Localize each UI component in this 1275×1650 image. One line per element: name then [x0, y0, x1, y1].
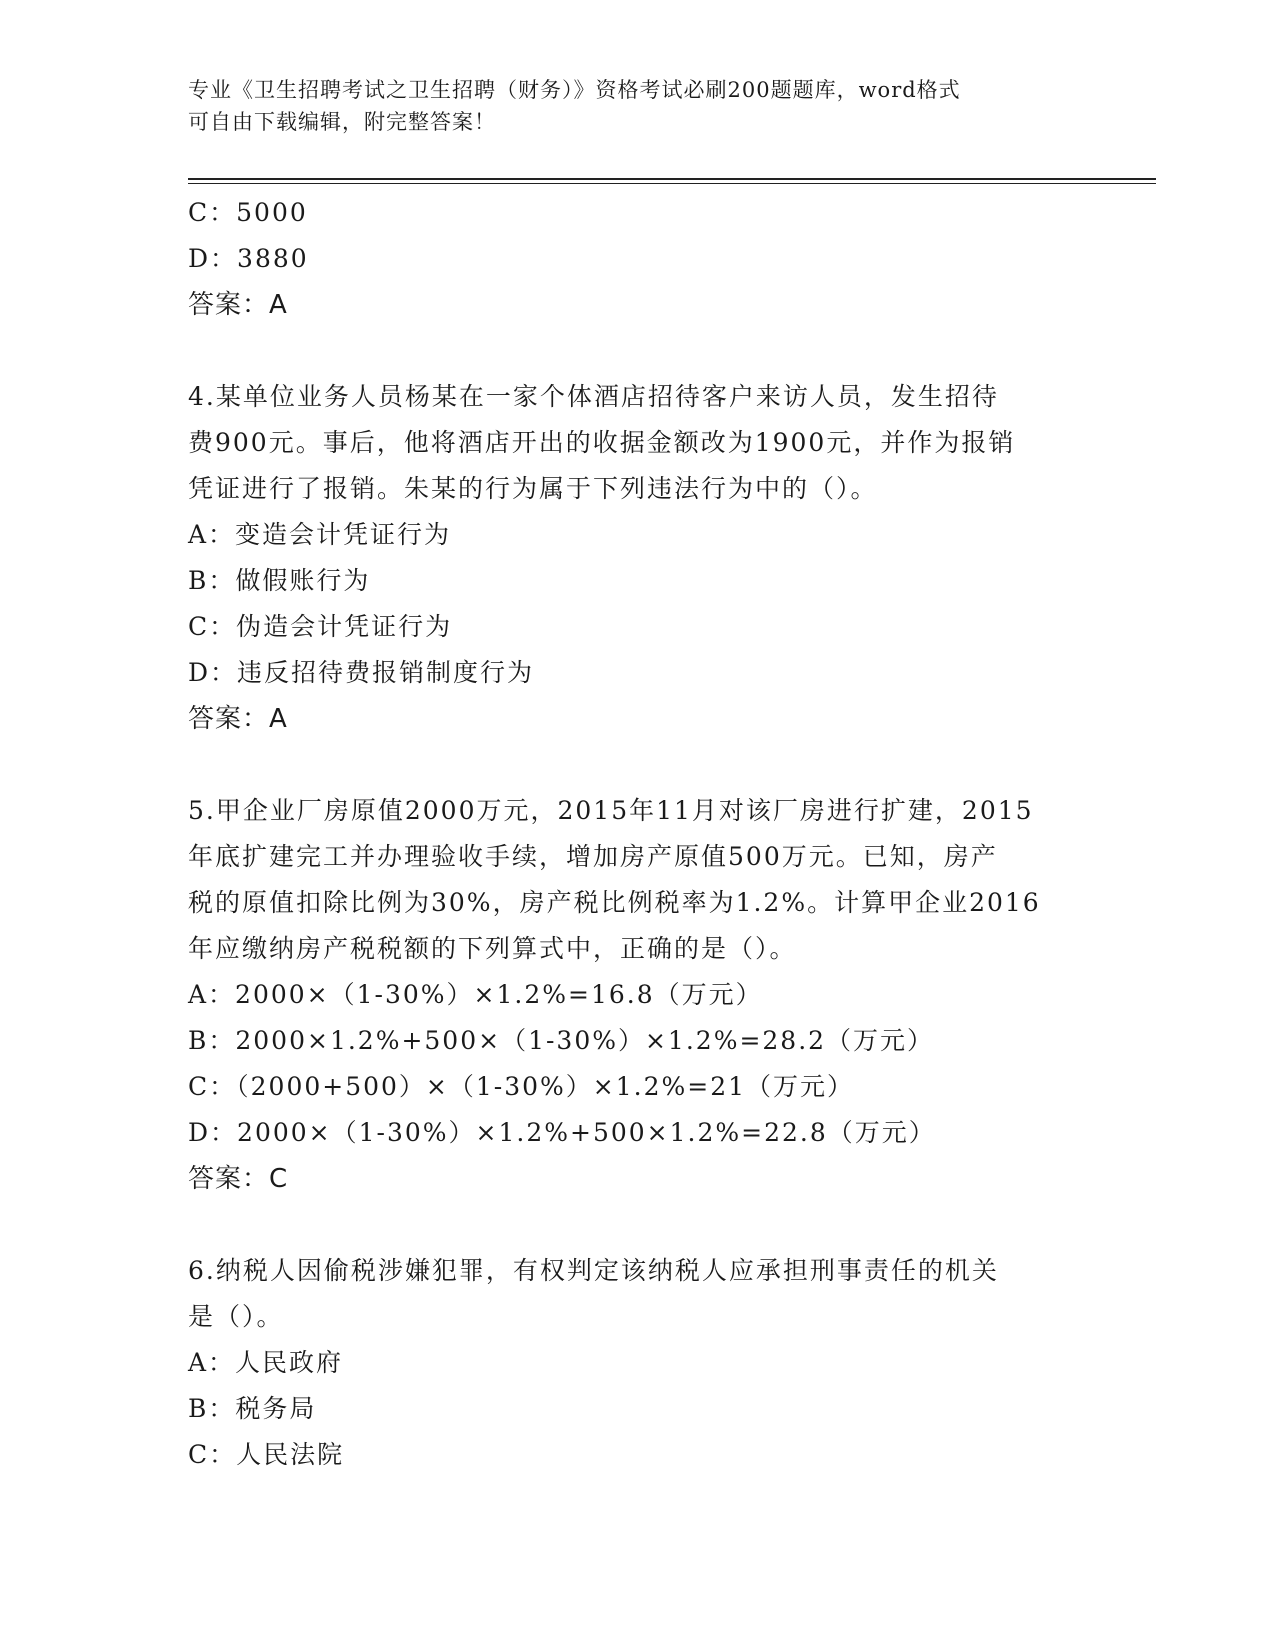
q5-option-c: C：（2000+500）×（1-30%）×1.2%=21（万元） [188, 1072, 855, 1101]
q5-option-d: D：2000×（1-30%）×1.2%+500×1.2%=22.8（万元） [188, 1118, 936, 1147]
q5-answer: 答案：C [188, 1164, 289, 1194]
q3-answer: 答案：A [188, 290, 288, 320]
q6-option-c: C：人民法院 [188, 1440, 345, 1469]
q4-option-b: B：做假账行为 [188, 566, 371, 595]
q5-text-line-1: 5.甲企业厂房原值2000万元，2015年11月对该厂房进行扩建，2015 [188, 796, 1034, 825]
q5-text-line-2: 年底扩建完工并办理验收手续，增加房产原值500万元。已知，房产 [188, 842, 998, 871]
document-body [188, 190, 1088, 1478]
q4-text-line-1: 4.某单位业务人员杨某在一家个体酒店招待客户来访人员，发生招待 [188, 382, 999, 411]
header-rule-thin [188, 183, 1156, 184]
document-header [188, 74, 1068, 138]
q4-option-c: C：伪造会计凭证行为 [188, 612, 453, 641]
spacer [188, 328, 1088, 374]
spacer [188, 742, 1088, 788]
q4-option-d: D：违反招待费报销制度行为 [188, 658, 535, 687]
q6-text-line-2: 是（）。 [188, 1302, 284, 1331]
q4-text-line-2: 费900元。事后，他将酒店开出的收据金额改为1900元，并作为报销 [188, 428, 1016, 457]
header-rule-thick [188, 178, 1156, 180]
q6-option-a: A：人民政府 [188, 1348, 344, 1377]
q4-answer: 答案：A [188, 704, 288, 734]
q5-option-b: B：2000×1.2%+500×（1-30%）×1.2%=28.2（万元） [188, 1026, 935, 1055]
q6-option-b: B：税务局 [188, 1394, 317, 1423]
q4-text-line-3: 凭证进行了报销。朱某的行为属于下列违法行为中的（）。 [188, 474, 878, 503]
q5-option-a: A：2000×（1-30%）×1.2%=16.8（万元） [188, 980, 763, 1009]
q5-text-line-3: 税的原值扣除比例为30%，房产税比例税率为1.2%。计算甲企业2016 [188, 888, 1041, 917]
header-line-1: 专业《卫生招聘考试之卫生招聘（财务）》资格考试必刷200题题库，word格式 [188, 78, 961, 102]
q5-text-line-4: 年应缴纳房产税税额的下列算式中，正确的是（）。 [188, 934, 797, 963]
header-line-2: 可自由下载编辑，附完整答案！ [188, 110, 496, 134]
spacer [188, 1202, 1088, 1248]
q3-option-c: C：5000 [188, 198, 308, 227]
q4-option-a: A：变造会计凭证行为 [188, 520, 452, 549]
q6-text-line-1: 6.纳税人因偷税涉嫌犯罪，有权判定该纳税人应承担刑事责任的机关 [188, 1256, 999, 1285]
q3-option-d: D：3880 [188, 244, 309, 273]
